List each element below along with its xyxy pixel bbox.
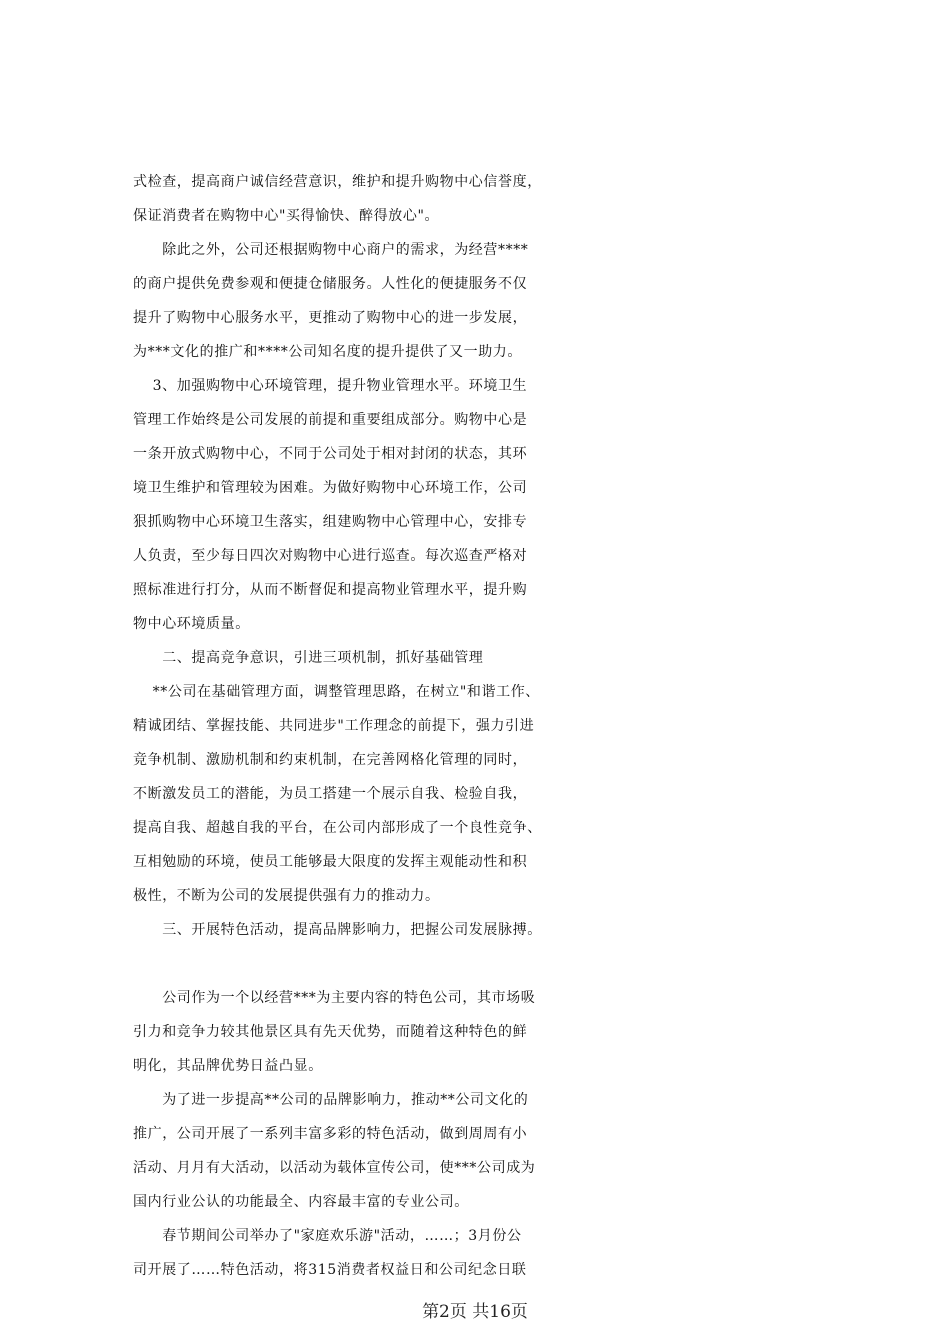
- text-line: 明化，其品牌优势日益凸显。: [133, 1058, 323, 1074]
- text-line: 引力和竞争力较其他景区具有先天优势，而随着这种特色的鲜: [133, 1024, 528, 1040]
- text-line: 提高自我、超越自我的平台，在公司内部形成了一个良性竞争、: [133, 820, 542, 836]
- text-line: 物中心环境质量。: [133, 616, 250, 632]
- text-line: 保证消费者在购物中心"买得愉快、醉得放心"。: [133, 208, 440, 224]
- text-line: 的商户提供免费参观和便捷仓储服务。人性化的便捷服务不仅: [133, 276, 528, 292]
- text-line: 照标准进行打分，从而不断督促和提高物业管理水平，提升购: [133, 582, 528, 598]
- text-line: 人负责，至少每日四次对购物中心进行巡查。每次巡查严格对: [133, 548, 528, 564]
- text-line: 极性，不断为公司的发展提供强有力的推动力。: [133, 888, 440, 904]
- text-line: 除此之外，公司还根据购物中心商户的需求，为经营****: [133, 242, 529, 258]
- page-footer: 第2页 共16页: [422, 1302, 528, 1322]
- text-line: 精诚团结、掌握技能、共同进步"工作理念的前提下，强力引进: [133, 718, 535, 734]
- text-line: 推广，公司开展了一系列丰富多彩的特色活动，做到周周有小: [133, 1126, 528, 1142]
- text-line: [133, 947, 853, 981]
- text-line: 国内行业公认的功能最全、内容最丰富的专业公司。: [133, 1194, 469, 1210]
- text-line: 狠抓购物中心环境卫生落实，组建购物中心管理中心，安排专: [133, 514, 528, 530]
- text-line: 式检查，提高商户诚信经营意识，维护和提升购物中心信誉度，: [133, 174, 542, 190]
- text-line: 提升了购物中心服务水平，更推动了购物中心的进一步发展，: [133, 310, 528, 326]
- text-line: 互相勉励的环境，使员工能够最大限度的发挥主观能动性和积: [133, 854, 528, 870]
- section-heading: 三、开展特色活动，提高品牌影响力，把握公司发展脉搏。: [133, 922, 542, 938]
- section-heading: 二、提高竞争意识，引进三项机制，抓好基础管理: [133, 650, 484, 666]
- text-line: 3、加强购物中心环境管理，提升物业管理水平。环境卫生: [133, 378, 528, 394]
- text-line: 不断激发员工的潜能，为员工搭建一个展示自我、检验自我，: [133, 786, 528, 802]
- text-line: 公司作为一个以经营***为主要内容的特色公司，其市场吸: [133, 990, 536, 1006]
- text-line: 为了进一步提高**公司的品牌影响力，推动**公司文化的: [133, 1092, 529, 1108]
- text-line: 竞争机制、激励机制和约束机制，在完善网格化管理的同时，: [133, 752, 528, 768]
- text-line: 司开展了……特色活动，将315消费者权益日和公司纪念日联: [133, 1262, 527, 1278]
- text-line: 春节期间公司举办了"家庭欢乐游"活动，……；3月份公: [133, 1228, 522, 1244]
- text-line: 活动、月月有大活动，以活动为载体宣传公司，使***公司成为: [133, 1160, 536, 1176]
- text-line: 一条开放式购物中心，不同于公司处于相对封闭的状态，其环: [133, 446, 528, 462]
- text-line: 管理工作始终是公司发展的前提和重要组成部分。购物中心是: [133, 412, 528, 428]
- text-line: **公司在基础管理方面，调整管理思路，在树立"和谐工作、: [133, 684, 540, 700]
- text-line: 境卫生维护和管理较为困难。为做好购物中心环境工作，公司: [133, 480, 528, 496]
- text-line: 为***文化的推广和****公司知名度的提升提供了又一助力。: [133, 344, 522, 360]
